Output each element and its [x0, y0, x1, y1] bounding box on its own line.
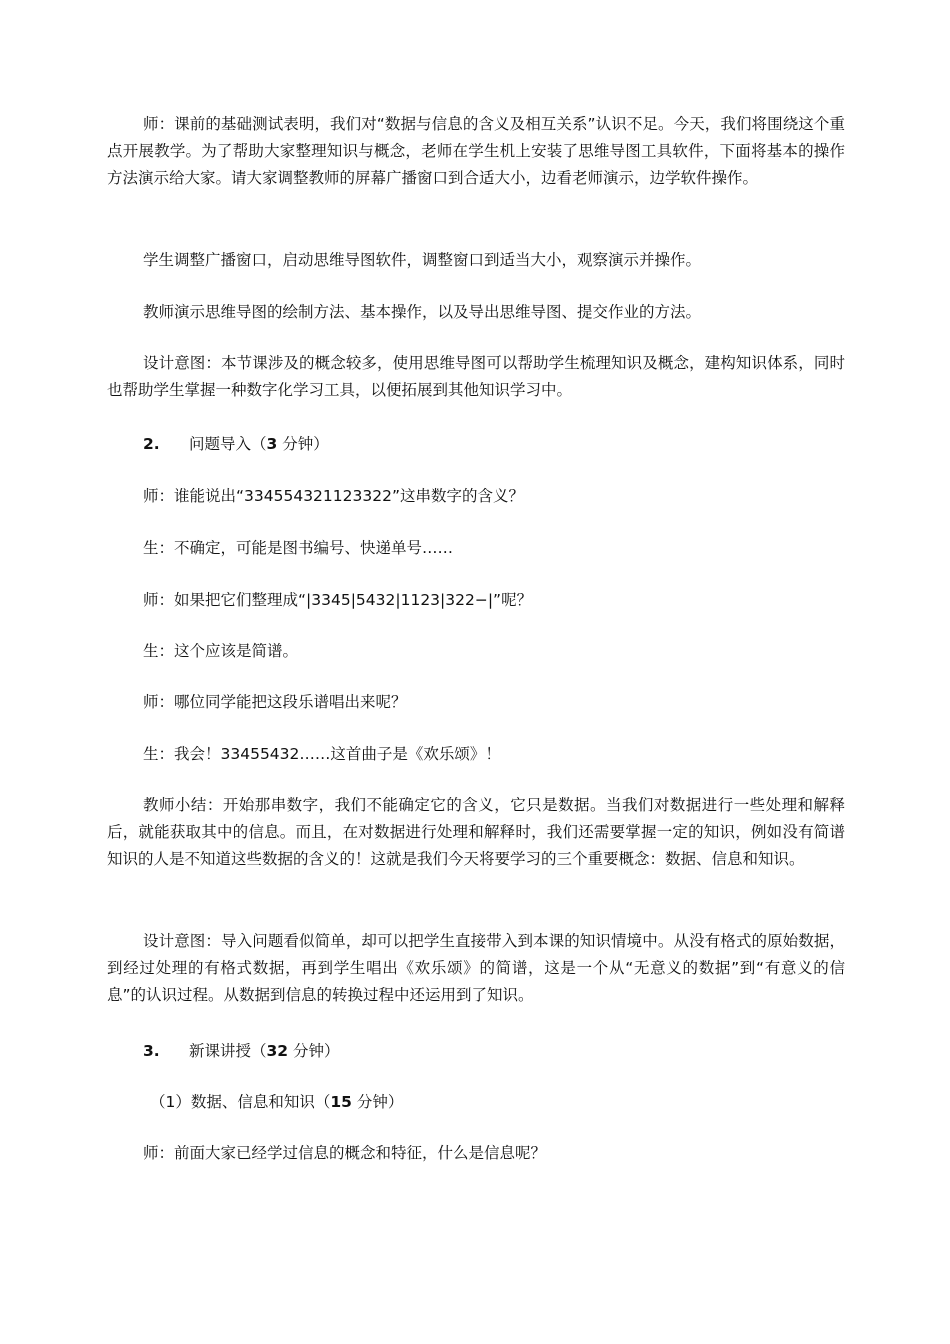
dialogue-line: 师：前面大家已经学过信息的概念和特征，什么是信息呢？ [143, 1144, 547, 1162]
paragraph-design-intent-2: 设计意图：导入问题看似简单，却可以把学生直接带入到本课的知识情境中。从没有格式的原始数据，到经过处理的有格式数据，再到学生唱出《欢乐颂》的简谱，这是一个从“无意义的数据”到“有意义的信息”的认识过程。从数据到信息的转换过程中还运用到了知识。 [107, 932, 845, 1004]
dialogue-line: 师：如果把它们整理成“|3345|5432|1123|322−|”呢？ [143, 591, 533, 609]
subsection-heading-1 [150, 1089, 403, 1116]
section-heading-2 [143, 431, 329, 458]
section-duration: 32 [266, 1042, 289, 1060]
subsection-title: （1）数据、信息和知识（ [150, 1093, 331, 1111]
paragraph-student-action: 学生调整广播窗口，启动思维导图软件，调整窗口到适当大小，观察演示并操作。 [143, 251, 702, 269]
dialogue-line: 生：不确定，可能是图书编号、快递单号…… [143, 539, 454, 557]
paragraph-teacher-intro: 师：课前的基础测试表明，我们对“数据与信息的含义及相互关系”认识不足。今天，我们将围绕这个重点开展教学。为了帮助大家整理知识与概念，老师在学生机上安装了思维导图工具软件，下面将基本的操作方法演示给大家。请大家调整教师的屏幕广播窗口到合适大小，边看老师演示，边学软件操作。 [107, 115, 845, 187]
section-heading-3 [143, 1038, 340, 1065]
section-title-tail: 分钟） [288, 1042, 340, 1060]
dialogue-line: 生：我会！33455432……这首曲子是《欢乐颂》！ [143, 745, 501, 763]
dialogue-line: 师：哪位同学能把这段乐谱唱出来呢？ [143, 693, 407, 711]
subsection-duration: 15 [330, 1093, 352, 1111]
section-number: 3. [143, 1042, 160, 1060]
section-duration: 3 [266, 435, 278, 453]
section-title: 问题导入（ [189, 435, 267, 453]
paragraph-teacher-summary: 教师小结：开始那串数字，我们不能确定它的含义，它只是数据。当我们对数据进行一些处理和解释后，就能获取其中的信息。而且，在对数据进行处理和解释时，我们还需要掌握一定的知识，例如没有简谱知识的人是不知道这些数据的含义的！这就是我们今天将要学习的三个重要概念：数据、信息和知识。 [107, 796, 845, 868]
dialogue-line: 生：这个应该是简谱。 [143, 642, 299, 660]
section-title-tail: 分钟） [277, 435, 329, 453]
subsection-title-tail: 分钟） [351, 1093, 404, 1111]
paragraph-teacher-demo: 教师演示思维导图的绘制方法、基本操作，以及导出思维导图、提交作业的方法。 [143, 303, 702, 321]
paragraph-design-intent-1: 设计意图：本节课涉及的概念较多，使用思维导图可以帮助学生梳理知识及概念，建构知识体系，同时也帮助学生掌握一种数字化学习工具，以便拓展到其他知识学习中。 [107, 354, 845, 399]
section-title: 新课讲授（ [189, 1042, 267, 1060]
dialogue-line: 师：谁能说出“334554321123322”这串数字的含义？ [143, 487, 524, 505]
section-number: 2. [143, 435, 160, 453]
